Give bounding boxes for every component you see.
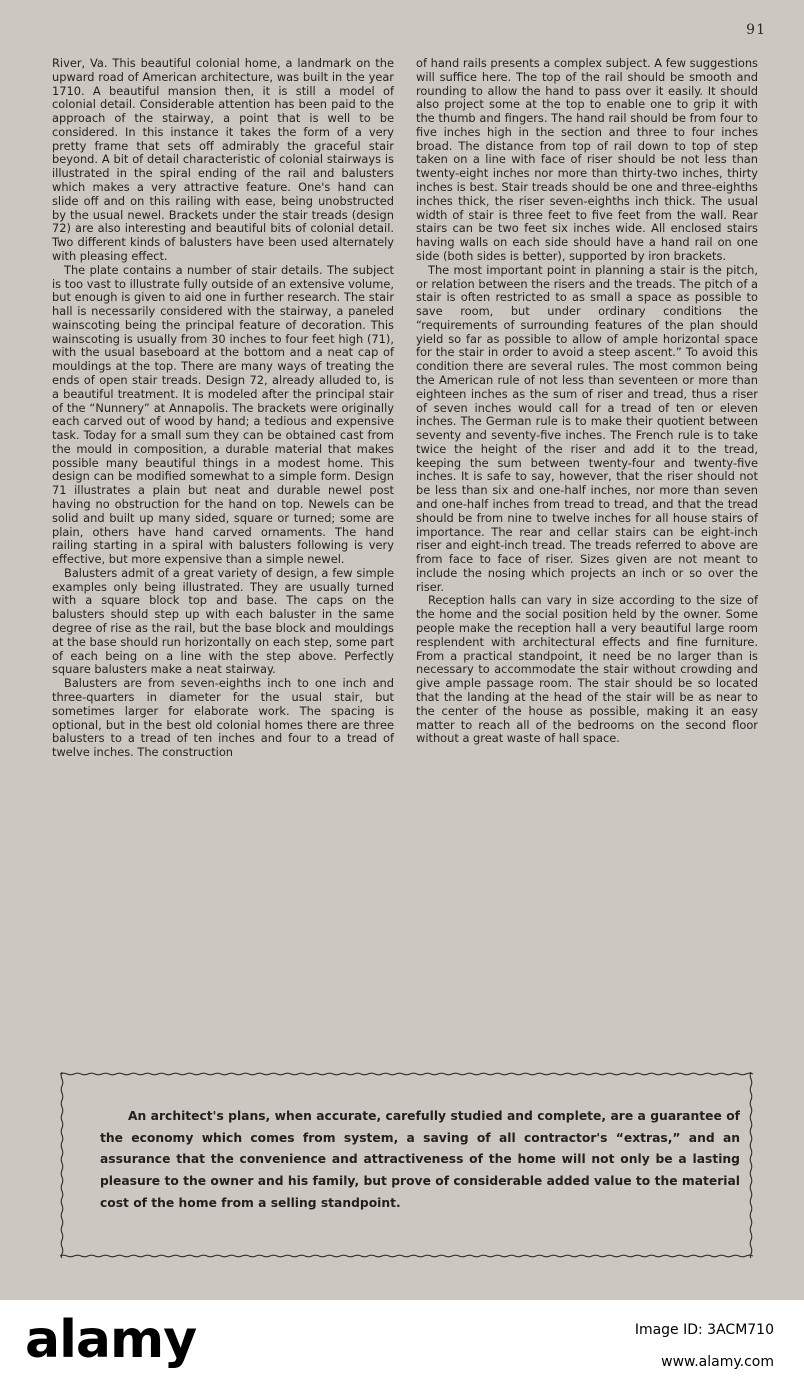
paragraph: River, Va. This beautiful colonial home, a landmark on the upward road of American architecture, was built in the year 1710. A beautiful mansion then, it is still a model of colonial detail. Considerable attention has been paid to the approach of the stairway, a point that is well to be considered. In this instance it takes the form of a very pretty frame that sets off admirably the graceful stair beyond. A bit of detail characteristic of colonial stairways is illustrated in the spiral ending of the rail and balusters which makes a very attractive feature. One's hand can slide off and on this railing with ease, being unobstructed by the usual newel. Brackets under the stair treads (design 72) are also interesting and beautiful bits of colonial detail. Two different kinds of balusters have been used alternately with pleasing effect. [52,56,394,263]
stock-watermark-bar [0,1300,804,1390]
paragraph: Reception halls can vary in size according to the size of the home and the social position held by the owner. Some people make the reception hall a very beautiful large room resplendent with architectural effects and fine furniture. From a practical standpoint, it need be no larger than is necessary to accommodate the stair without crowding and give ample passage room. The stair should be so located that the landing at the head of the stair will be as near to the center of the house as possible, making it an easy matter to reach all of the bedrooms on the second floor without a great waste of hall space. [416,593,758,746]
watermark-url: www.alamy.com [661,1354,774,1370]
callout-box [58,1070,755,1260]
paragraph: The most important point in planning a stair is the pitch, or relation between the risers and the treads. The pitch of a stair is often restricted to as small a space as possible to save room, but under ordinary conditions the “requirements of surrounding features of the plan should yield so far as possible to allow of ample horizontal space for the stair in order to avoid a steep ascent.” To avoid this condition there are several rules. The most common being the American rule of not less than seventeen or more than eighteen inches as the sum of riser and tread, thus a riser of seven inches would call for a tread of ten or eleven inches. The German rule is to make their quotient between seventy and seventy-five inches. The French rule is to take twice the height of the riser and add it to the tread, keeping the sum between twenty-four and twenty-five inches. It is safe to say, however, that the riser should not be less than six and one-half inches, nor more than seven and one-half inches from tread to tread, and that the tread should be from nine to twelve inches for all house stairs of importance. The rear and cellar stairs can be eight-inch riser and eight-inch tread. The treads referred to above are from face to face of riser. Sizes given are not meant to include the nosing which projects an inch or so over the riser. [416,262,758,594]
paragraph: of hand rails presents a complex subject. A few suggestions will suffice here. The top of the rail should be smooth and rounding to allow the hand to pass over it easily. It should also project some at the top to enable one to grip it with the thumb and fingers. The hand rail should be from four to five inches high in the section and three to four inches broad. The distance from top of rail down to top of step taken on a line with face of riser should be not less than twenty-eight inches nor more than thirty-two inches, thirty inches is best. Stair treads should be one and three-eighths inches thick, the riser seven-eighths inch thick. The usual width of stair is three feet to five feet from the wall. Rear stairs can be two feet six inches wide. All enclosed stairs having walls on each side should have a hand rail on one side (both sides is better), supported by iron brackets. [416,56,758,263]
paragraph: The plate contains a number of stair details. The subject is too vast to illustrate fully outside of an extensive volume, but enough is given to aid one in further research. The stair hall is necessarily considered with the stairway, a paneled wainscoting being the principal feature of decoration. This wainscoting is usually from 30 inches to four feet high (71), with the usual baseboard at the bottom and a neat cap of mouldings at the top. There are many ways of treating the ends of open stair treads. Design 72, already alluded to, is a beautiful treatment. It is modeled after the principal stair of the “Nunnery” at Annapolis. The brackets were originally each carved out of wood by hand; a tedious and expensive task. Today for a small sum they can be obtained cast from the mould in composition, a durable material that makes possible many beautiful things in a modest home. This design can be modified somewhat to a simple form. Design 71 illustrates a plain but neat and durable newel post having no obstruction for the hand on top. Newels can be solid and built up many sided, square or turned; some are plain, others have hand carved ornaments. The hand railing starting in a spiral with balusters following is very effective, but more expensive than a simple newel. [52,262,394,567]
watermark-logo: alamy [25,1310,197,1370]
left-text-column [52,57,394,760]
paragraph: Balusters admit of a great variety of design, a few simple examples only being illustrated. They are usually turned with a square block top and base. The caps on the balusters should step up with each baluster in the same degree of rise as the rail, but the base block and mouldings at the base should run horizontally on each step, some part of each being on a line with the step above. Perfectly square balusters make a neat stairway. [52,565,394,677]
page-number: 91 [746,22,766,38]
right-text-column [416,57,758,746]
watermark-image-id: Image ID: 3ACM710 [634,1322,774,1338]
callout-text: An architect's plans, when accurate, carefully studied and complete, are a guarantee of the economy which comes from system, a saving of all contractor's “extras,” and an assurance that the convenience and attractiveness of the home will not only be a lasting pleasure to the owner and his family, but prove of considerable added value to the material cost of the home from a selling standpoint. [100,1109,740,1210]
paragraph: Balusters are from seven-eighths inch to one inch and three-quarters in diameter for the usual stair, but sometimes larger for elaborate work. The spacing is optional, but in the best old colonial homes there are three balusters to a tread of ten inches and four to a tread of twelve inches. The construction [52,676,394,760]
